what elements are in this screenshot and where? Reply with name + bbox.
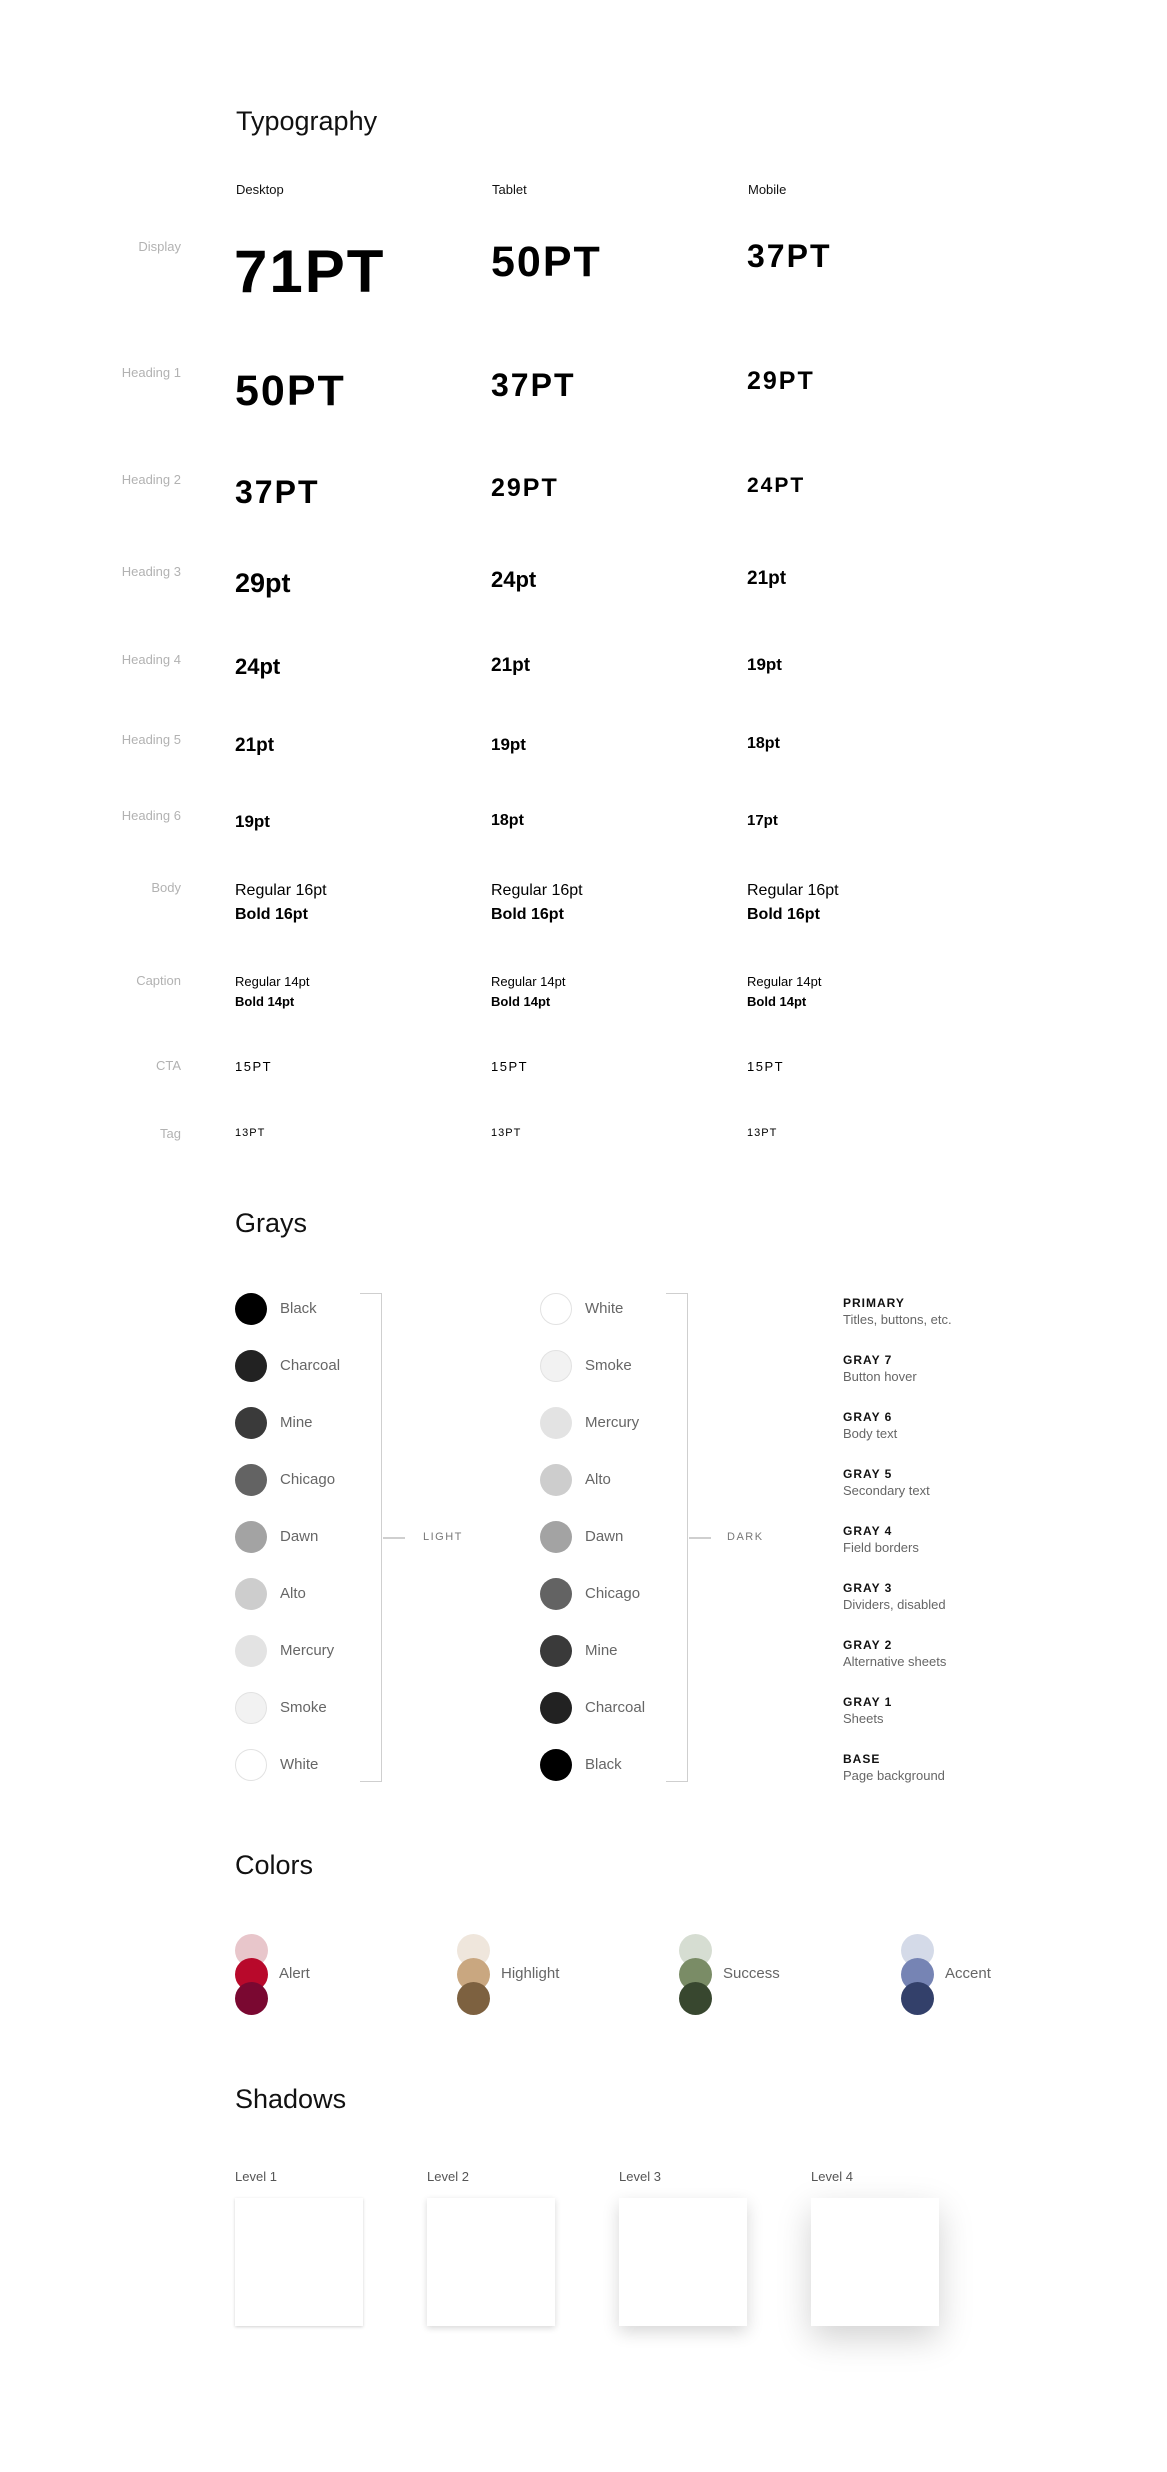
gray-role-title: PRIMARY (843, 1296, 905, 1310)
dark-swatch-black (540, 1749, 572, 1781)
light-bracket-tick (383, 1537, 405, 1539)
gray-role-title: GRAY 5 (843, 1467, 893, 1481)
light-swatch-mine (235, 1407, 267, 1439)
gray-role-title: GRAY 3 (843, 1581, 893, 1595)
gray-role-description: Titles, buttons, etc. (843, 1312, 952, 1327)
dark-swatch-charcoal (540, 1692, 572, 1724)
dark-swatch-label: Smoke (585, 1357, 632, 1374)
heading-4-mobile-sample: 19pt (747, 655, 782, 674)
shadow-level-label: Level 3 (619, 2169, 661, 2184)
dark-swatch-label: Black (585, 1756, 622, 1773)
light-swatch-label: White (280, 1756, 319, 1773)
light-swatch-label: Black (280, 1300, 317, 1317)
light-swatch-alto (235, 1578, 267, 1610)
heading-5-mobile-sample: 18pt (747, 735, 780, 752)
tag-tablet-sample: 13PT (491, 1127, 522, 1139)
cta-tablet-sample: 15PT (491, 1059, 529, 1074)
light-swatch-dawn (235, 1521, 267, 1553)
row-label-cta: CTA (155, 1058, 181, 1073)
heading-4-tablet-sample: 21pt (491, 655, 531, 676)
display-mobile-sample: 37PT (747, 238, 832, 274)
shadow-level-label: Level 2 (427, 2169, 469, 2184)
dark-swatch-label: Mine (585, 1642, 618, 1659)
light-swatch-chicago (235, 1464, 267, 1496)
caption-regular-mobile: Regular 14pt (747, 974, 822, 989)
dark-swatch-mine (540, 1635, 572, 1667)
tag-desktop-sample: 13PT (235, 1127, 266, 1139)
heading-1-tablet-sample: 37PT (491, 367, 576, 403)
gray-role-description: Secondary text (843, 1483, 930, 1498)
row-label-caption: Caption (136, 973, 181, 988)
body-bold-tablet: Bold 16pt (491, 906, 564, 923)
dark-swatch-label: Dawn (585, 1528, 624, 1545)
heading-3-desktop-sample: 29pt (235, 568, 291, 598)
row-label-heading-3: Heading 3 (121, 564, 181, 579)
dark-swatch-alto (540, 1464, 572, 1496)
row-label-display: Display (138, 239, 181, 254)
light-swatch-smoke (235, 1692, 267, 1724)
highlight-dark-swatch (457, 1982, 490, 2015)
column-header-tablet: Tablet (492, 182, 527, 197)
light-swatch-charcoal (235, 1350, 267, 1382)
shadow-level-label: Level 1 (235, 2169, 277, 2184)
gray-role-description: Alternative sheets (843, 1654, 947, 1669)
dark-swatch-white (540, 1293, 572, 1325)
light-swatch-label: Mine (280, 1414, 313, 1431)
heading-1-desktop-sample: 50PT (235, 367, 346, 415)
color-group-label: Accent (945, 1965, 991, 1982)
dark-swatch-mercury (540, 1407, 572, 1439)
heading-3-tablet-sample: 24pt (491, 567, 537, 592)
body-regular-desktop: Regular 16pt (235, 882, 327, 899)
light-swatch-label: Mercury (280, 1642, 335, 1659)
color-group-label: Alert (279, 1965, 310, 1982)
caption-bold-desktop: Bold 14pt (235, 994, 295, 1009)
light-label: LIGHT (423, 1531, 463, 1543)
row-label-body: Body (151, 880, 181, 895)
gray-role-description: Field borders (843, 1540, 919, 1555)
light-swatch-black (235, 1293, 267, 1325)
heading-1-mobile-sample: 29PT (747, 367, 815, 395)
row-label-heading-5: Heading 5 (121, 732, 181, 747)
light-swatch-label: Dawn (280, 1528, 319, 1545)
cta-mobile-sample: 15PT (747, 1059, 785, 1074)
light-swatch-label: Charcoal (280, 1357, 341, 1374)
typography-title: Typography (236, 106, 378, 136)
shadow-level-4-card (811, 2198, 939, 2326)
gray-role-title: GRAY 7 (843, 1353, 893, 1367)
grays-title: Grays (235, 1208, 308, 1238)
dark-swatch-chicago (540, 1578, 572, 1610)
dark-swatch-label: Mercury (585, 1414, 640, 1431)
column-header-mobile: Mobile (748, 182, 787, 197)
heading-6-mobile-sample: 17pt (747, 812, 778, 829)
gray-role-description: Page background (843, 1768, 945, 1783)
gray-role-description: Body text (843, 1426, 898, 1441)
alert-dark-swatch (235, 1982, 268, 2015)
caption-regular-desktop: Regular 14pt (235, 974, 310, 989)
tag-mobile-sample: 13PT (747, 1127, 778, 1139)
shadow-level-2-card (427, 2198, 555, 2326)
dark-swatch-smoke (540, 1350, 572, 1382)
heading-5-tablet-sample: 19pt (491, 735, 526, 754)
heading-2-desktop-sample: 37PT (235, 474, 320, 510)
gray-role-description: Dividers, disabled (843, 1597, 946, 1612)
success-dark-swatch (679, 1982, 712, 2015)
row-label-heading-1: Heading 1 (121, 365, 181, 380)
light-swatch-white (235, 1749, 267, 1781)
gray-role-title: GRAY 2 (843, 1638, 893, 1652)
caption-bold-mobile: Bold 14pt (747, 994, 807, 1009)
gray-role-description: Sheets (843, 1711, 884, 1726)
color-group-label: Success (723, 1965, 780, 1982)
heading-2-tablet-sample: 29PT (491, 474, 559, 502)
caption-regular-tablet: Regular 14pt (491, 974, 566, 989)
caption-bold-tablet: Bold 14pt (491, 994, 551, 1009)
dark-swatch-dawn (540, 1521, 572, 1553)
shadow-level-3-card (619, 2198, 747, 2326)
light-swatch-mercury (235, 1635, 267, 1667)
shadows-title: Shadows (235, 2084, 347, 2114)
cta-desktop-sample: 15PT (235, 1059, 273, 1074)
row-label-heading-6: Heading 6 (121, 808, 181, 823)
body-bold-desktop: Bold 16pt (235, 906, 308, 923)
color-group-label: Highlight (501, 1965, 560, 1982)
accent-dark-swatch (901, 1982, 934, 2015)
body-regular-tablet: Regular 16pt (491, 882, 583, 899)
row-label-heading-4: Heading 4 (121, 652, 181, 667)
row-label-heading-2: Heading 2 (121, 472, 181, 487)
heading-4-desktop-sample: 24pt (235, 654, 281, 679)
heading-5-desktop-sample: 21pt (235, 735, 275, 756)
light-swatch-label: Smoke (280, 1699, 327, 1716)
body-regular-mobile: Regular 16pt (747, 882, 839, 899)
dark-bracket-tick (689, 1537, 711, 1539)
gray-role-title: GRAY 4 (843, 1524, 893, 1538)
dark-label: DARK (727, 1531, 764, 1543)
light-swatch-label: Chicago (280, 1471, 336, 1488)
gray-role-title: GRAY 1 (843, 1695, 893, 1709)
heading-3-mobile-sample: 21pt (747, 568, 787, 589)
body-bold-mobile: Bold 16pt (747, 906, 820, 923)
dark-bracket (666, 1293, 688, 1782)
gray-role-title: BASE (843, 1752, 881, 1766)
colors-title: Colors (235, 1850, 314, 1880)
dark-swatch-label: White (585, 1300, 624, 1317)
gray-role-title: GRAY 6 (843, 1410, 893, 1424)
dark-swatch-label: Chicago (585, 1585, 641, 1602)
shadow-level-1-card (235, 2198, 363, 2326)
dark-swatch-label: Charcoal (585, 1699, 646, 1716)
light-swatch-label: Alto (280, 1585, 306, 1602)
light-bracket (360, 1293, 382, 1782)
column-header-desktop: Desktop (236, 182, 284, 197)
heading-2-mobile-sample: 24PT (747, 474, 806, 497)
shadow-level-label: Level 4 (811, 2169, 853, 2184)
heading-6-desktop-sample: 19pt (235, 812, 270, 831)
gray-role-description: Button hover (843, 1369, 917, 1384)
heading-6-tablet-sample: 18pt (491, 812, 524, 829)
dark-swatch-label: Alto (585, 1471, 611, 1488)
display-tablet-sample: 50PT (491, 238, 602, 286)
row-label-tag: Tag (160, 1126, 181, 1141)
display-desktop-sample: 71PT (234, 238, 386, 305)
